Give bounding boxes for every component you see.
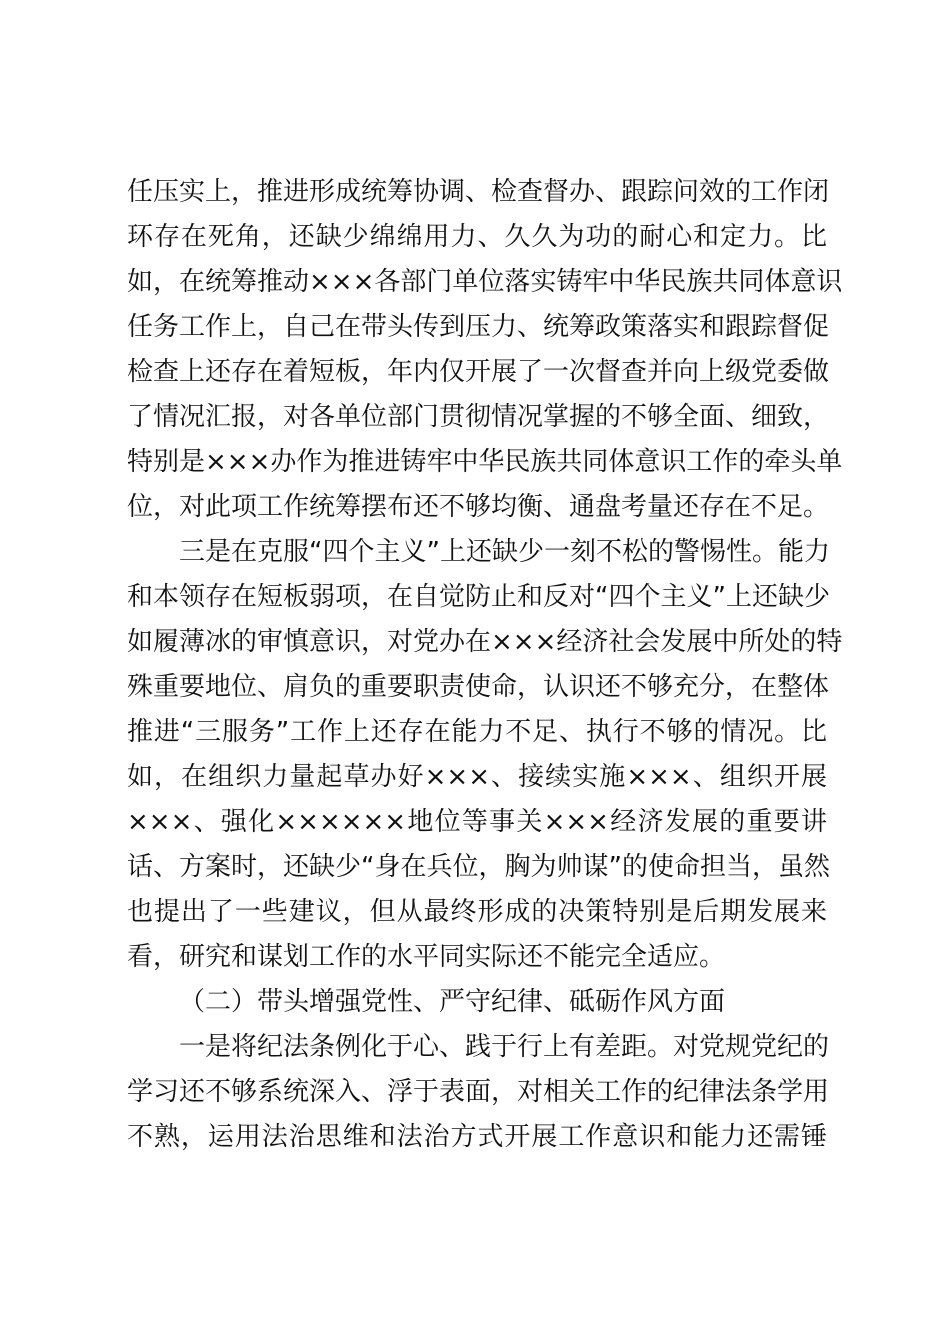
paragraph-line: 检查上还存在着短板，年内仅开展了一次督查并向上级党委做 xyxy=(127,357,830,387)
paragraph-line: 一是将纪法条例化于心、践于行上有差距。对党规党纪的 xyxy=(179,1032,830,1062)
paragraph-line: 位，对此项工作统筹摆布还不够均衡、通盘考量还存在不足。 xyxy=(127,492,830,522)
paragraph-line: 学习还不够系统深入、浮于表面，对相关工作的纪律法条学用 xyxy=(127,1077,830,1107)
paragraph-line: 如履薄冰的审慎意识，对党办在×××经济社会发展中所处的特 xyxy=(127,627,843,657)
paragraph-line: 三是在克服“四个主义”上还缺少一刻不松的警惕性。能力 xyxy=(179,537,830,567)
paragraph-line: 也提出了一些建议，但从最终形成的决策特别是后期发展来 xyxy=(127,897,827,927)
paragraph-line: 看，研究和谋划工作的水平同实际还不能完全适应。 xyxy=(127,942,726,972)
section-heading: （二）带头增强党性、严守纪律、砥砺作风方面 xyxy=(179,987,726,1017)
paragraph-line: 如，在组织力量起草办好×××、接续实施×××、组织开展 xyxy=(127,762,827,792)
paragraph-line: 殊重要地位、肩负的重要职责使命，认识还不够充分，在整体 xyxy=(127,672,830,702)
paragraph-line: 如，在统筹推动×××各部门单位落实铸牢中华民族共同体意识 xyxy=(127,267,843,297)
paragraph-line: 推进“三服务”工作上还存在能力不足、执行不够的情况。比 xyxy=(127,717,827,747)
paragraph-line: 和本领存在短板弱项，在自觉防止和反对“四个主义”上还缺少 xyxy=(127,582,830,612)
paragraph-line: 特别是×××办作为推进铸牢中华民族共同体意识工作的牵头单 xyxy=(127,447,843,477)
document-body xyxy=(127,170,843,1160)
paragraph-line: 环存在死角，还缺少绵绵用力、久久为功的耐心和定力。比 xyxy=(127,222,827,252)
paragraph-line: 任务工作上，自己在带头传到压力、统筹政策落实和跟踪督促 xyxy=(127,312,830,342)
paragraph-line: 不熟，运用法治思维和法治方式开展工作意识和能力还需锤 xyxy=(127,1122,827,1152)
paragraph-line: 任压实上，推进形成统筹协调、检查督办、跟踪问效的工作闭 xyxy=(127,177,830,207)
paragraph-line: 了情况汇报，对各单位部门贯彻情况掌握的不够全面、细致， xyxy=(127,402,830,432)
paragraph-line: ×××、强化××××××地位等事关×××经济发展的重要讲 xyxy=(127,807,827,837)
paragraph-line: 话、方案时，还缺少“身在兵位，胸为帅谋”的使命担当，虽然 xyxy=(127,852,830,882)
